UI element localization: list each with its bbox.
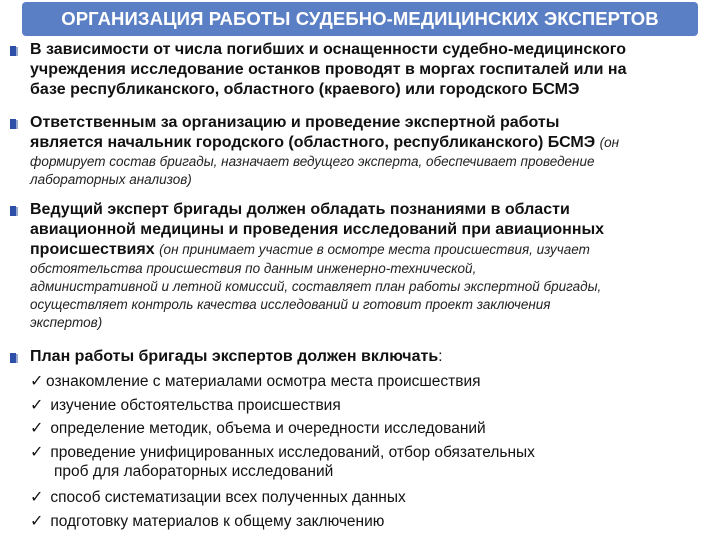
paragraph-line: происшествиях bbox=[30, 241, 155, 258]
paragraph-4 bbox=[30, 347, 705, 367]
check-icon: ✓ bbox=[30, 397, 44, 414]
list-item bbox=[30, 419, 486, 438]
check-icon: ✓ bbox=[30, 373, 44, 390]
check-icon: ✓ bbox=[30, 420, 44, 437]
paragraph-note: (он bbox=[599, 135, 620, 150]
list-item-text: проб для лабораторных исследований bbox=[54, 463, 334, 480]
paragraph-3 bbox=[30, 200, 705, 332]
list-item-text: проведение унифицированных исследований, отбор обязательных bbox=[50, 444, 535, 461]
paragraph-note: (он принимает участие в осмотре места происшествия, изучает bbox=[159, 242, 590, 257]
bullet-icon bbox=[10, 119, 18, 129]
list-item-text: подготовку материалов к общему заключению bbox=[50, 513, 385, 530]
paragraph-line: является начальник городского (областного, республиканского) БСМЭ bbox=[30, 134, 596, 151]
page-title: ОРГАНИЗАЦИЯ РАБОТЫ СУДЕБНО-МЕДИЦИНСКИХ ЭКСПЕРТОВ bbox=[61, 8, 659, 29]
paragraph-note: лабораторных анализов) bbox=[30, 172, 192, 187]
paragraph-note: осуществляет контроль качества исследований и готовит проект заключения bbox=[30, 297, 551, 312]
paragraph-line: базе республиканского, областного (краевого) или городского БСМЭ bbox=[30, 81, 580, 98]
title-bar bbox=[22, 2, 698, 36]
list-item bbox=[30, 443, 535, 481]
plan-heading: План работы бригады экспертов должен включать bbox=[30, 348, 439, 365]
paragraph-note: административной и летной комиссий, составляет план работы экспертной бригады, bbox=[30, 279, 602, 294]
check-icon: ✓ bbox=[30, 513, 44, 530]
plan-heading-colon: : bbox=[438, 348, 443, 365]
paragraph-line: Ответственным за организацию и проведение экспертной работы bbox=[30, 114, 560, 131]
list-item-text: способ систематизации всех полученных данных bbox=[50, 489, 406, 506]
check-icon: ✓ bbox=[30, 444, 44, 461]
paragraph-line: учреждения исследование останков проводят в моргах госпиталей или на bbox=[30, 61, 627, 78]
bullet-icon bbox=[10, 46, 18, 56]
paragraph-1 bbox=[30, 40, 705, 100]
paragraph-2 bbox=[30, 113, 705, 189]
paragraph-note: обстоятельства происшествия по данным инженерно-технической, bbox=[30, 261, 477, 276]
bullet-icon bbox=[10, 206, 18, 216]
paragraph-note: формирует состав бригады, назначает ведущего эксперта, обеспечивает проведение bbox=[30, 154, 595, 169]
paragraph-note: экспертов) bbox=[30, 315, 103, 330]
list-item bbox=[30, 396, 341, 415]
check-icon: ✓ bbox=[30, 489, 44, 506]
paragraph-line: авиационной медицины и проведения исследований при авиационных bbox=[30, 221, 605, 238]
list-item bbox=[30, 512, 384, 531]
list-item-text: определение методик, объема и очередности исследований bbox=[50, 420, 486, 437]
list-item-text: ознакомление с материалами осмотра места происшествия bbox=[46, 373, 481, 390]
paragraph-line: Ведущий эксперт бригады должен обладать познаниями в области bbox=[30, 201, 570, 218]
list-item bbox=[30, 372, 481, 391]
list-item bbox=[30, 488, 406, 507]
list-item-text: изучение обстоятельства происшествия bbox=[50, 397, 341, 414]
paragraph-line: В зависимости от числа погибших и оснащенности судебно-медицинского bbox=[30, 41, 627, 58]
bullet-icon bbox=[10, 353, 18, 363]
